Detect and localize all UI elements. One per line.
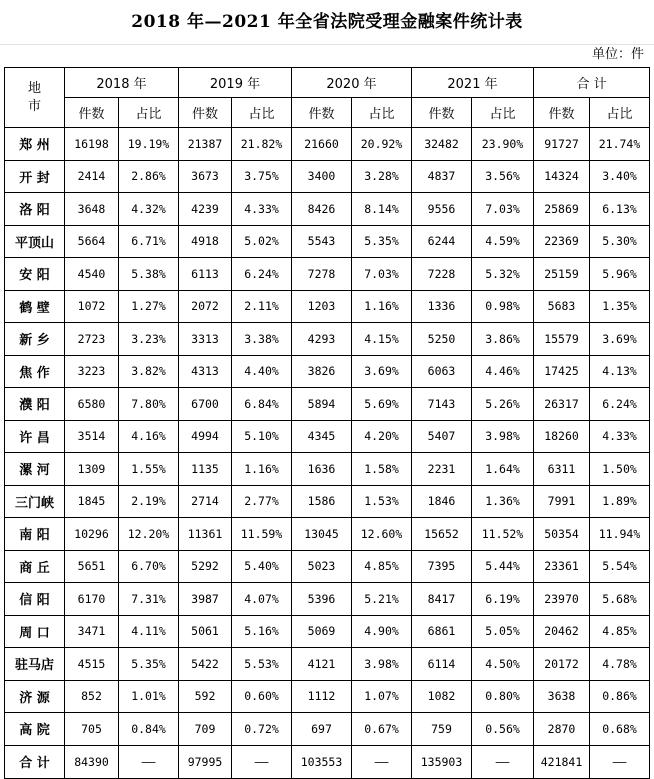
count-cell: 1309 — [65, 453, 119, 486]
ratio-cell: 3.75% — [232, 160, 292, 193]
ratio-cell: 5.32% — [472, 258, 534, 291]
count-cell: 7395 — [412, 550, 472, 583]
ratio-cell: 1.07% — [352, 680, 412, 713]
ratio-cell: 1.27% — [119, 290, 179, 323]
ratio-cell: 8.14% — [352, 193, 412, 226]
count-cell: 6114 — [412, 648, 472, 681]
region-name-cell: 漯 河 — [5, 453, 65, 486]
count-cell: 4994 — [179, 420, 232, 453]
ratio-cell: 4.85% — [352, 550, 412, 583]
ratio-cell: 5.96% — [590, 258, 650, 291]
table-row — [5, 128, 650, 161]
ratio-cell: 4.85% — [590, 615, 650, 648]
subheader-count: 件数 — [65, 98, 119, 128]
ratio-cell: 0.68% — [590, 713, 650, 746]
ratio-cell: 1.53% — [352, 485, 412, 518]
count-cell: 5543 — [292, 225, 352, 258]
ratio-cell: 3.98% — [352, 648, 412, 681]
ratio-cell: 3.82% — [119, 355, 179, 388]
ratio-cell: 6.70% — [119, 550, 179, 583]
ratio-cell: 4.11% — [119, 615, 179, 648]
ratio-cell: 5.40% — [232, 550, 292, 583]
ratio-cell: 6.71% — [119, 225, 179, 258]
region-name-cell: 许 昌 — [5, 420, 65, 453]
ratio-cell: 2.86% — [119, 160, 179, 193]
ratio-cell: 5.35% — [352, 225, 412, 258]
table-row — [5, 323, 650, 356]
ratio-cell: 1.36% — [472, 485, 534, 518]
ratio-cell: 11.59% — [232, 518, 292, 551]
ratio-cell: 5.38% — [119, 258, 179, 291]
ratio-cell: 2.77% — [232, 485, 292, 518]
count-cell: 7278 — [292, 258, 352, 291]
count-cell: 6700 — [179, 388, 232, 421]
count-cell: 3313 — [179, 323, 232, 356]
ratio-cell: 5.68% — [590, 583, 650, 616]
ratio-cell: 3.28% — [352, 160, 412, 193]
count-cell: 6861 — [412, 615, 472, 648]
ratio-cell: 5.54% — [590, 550, 650, 583]
ratio-cell: 11.52% — [472, 518, 534, 551]
ratio-cell: 0.98% — [472, 290, 534, 323]
year-header-total: 合 计 — [534, 68, 650, 98]
table-row — [5, 713, 650, 746]
count-cell: 7143 — [412, 388, 472, 421]
count-cell: 7991 — [534, 485, 590, 518]
ratio-cell: 21.74% — [590, 128, 650, 161]
table-title: 2018 年—2021 年全省法院受理金融案件统计表 — [131, 12, 523, 32]
ratio-cell: 5.44% — [472, 550, 534, 583]
ratio-cell: 3.23% — [119, 323, 179, 356]
count-cell: 3987 — [179, 583, 232, 616]
ratio-cell: 1.50% — [590, 453, 650, 486]
table-row — [5, 485, 650, 518]
ratio-cell: 23.90% — [472, 128, 534, 161]
table-row — [5, 453, 650, 486]
region-name-cell: 高 院 — [5, 713, 65, 746]
table-row — [5, 258, 650, 291]
ratio-cell: 6.84% — [232, 388, 292, 421]
count-cell: 21660 — [292, 128, 352, 161]
count-cell: 4293 — [292, 323, 352, 356]
count-cell: 22369 — [534, 225, 590, 258]
count-cell: 25869 — [534, 193, 590, 226]
count-cell: 6311 — [534, 453, 590, 486]
year-header-2021: 2021 年 — [412, 68, 534, 98]
count-cell: 5664 — [65, 225, 119, 258]
ratio-cell: —— — [119, 745, 179, 778]
count-cell: 3400 — [292, 160, 352, 193]
count-cell: 103553 — [292, 745, 352, 778]
ratio-cell: 0.86% — [590, 680, 650, 713]
ratio-cell: 4.90% — [352, 615, 412, 648]
ratio-cell: 7.80% — [119, 388, 179, 421]
count-cell: 16198 — [65, 128, 119, 161]
count-cell: 3471 — [65, 615, 119, 648]
table-row — [5, 355, 650, 388]
ratio-cell: 1.16% — [352, 290, 412, 323]
table-row — [5, 225, 650, 258]
ratio-cell: 0.60% — [232, 680, 292, 713]
ratio-cell: 3.98% — [472, 420, 534, 453]
count-cell: 705 — [65, 713, 119, 746]
ratio-cell: 3.86% — [472, 323, 534, 356]
count-cell: 32482 — [412, 128, 472, 161]
region-name-cell: 开 封 — [5, 160, 65, 193]
ratio-cell: 5.69% — [352, 388, 412, 421]
count-cell: 759 — [412, 713, 472, 746]
region-name-cell: 濮 阳 — [5, 388, 65, 421]
count-cell: 5422 — [179, 648, 232, 681]
count-cell: 1845 — [65, 485, 119, 518]
region-name-cell: 焦 作 — [5, 355, 65, 388]
table-row — [5, 518, 650, 551]
count-cell: 5250 — [412, 323, 472, 356]
ratio-cell: 2.11% — [232, 290, 292, 323]
unit-label: 单位：件 — [591, 47, 644, 62]
table-row — [5, 615, 650, 648]
count-cell: 6170 — [65, 583, 119, 616]
count-cell: 15652 — [412, 518, 472, 551]
subheader-count: 件数 — [412, 98, 472, 128]
count-cell: 4313 — [179, 355, 232, 388]
count-cell: 1082 — [412, 680, 472, 713]
count-cell: 5683 — [534, 290, 590, 323]
ratio-cell: 6.13% — [590, 193, 650, 226]
count-cell: 4345 — [292, 420, 352, 453]
count-cell: 3648 — [65, 193, 119, 226]
ratio-cell: 0.84% — [119, 713, 179, 746]
count-cell: 5061 — [179, 615, 232, 648]
count-cell: 1203 — [292, 290, 352, 323]
year-header-2019: 2019 年 — [179, 68, 292, 98]
region-name-cell: 洛 阳 — [5, 193, 65, 226]
count-cell: 15579 — [534, 323, 590, 356]
count-cell: 3638 — [534, 680, 590, 713]
count-cell: 2870 — [534, 713, 590, 746]
count-cell: 1586 — [292, 485, 352, 518]
count-cell: 4918 — [179, 225, 232, 258]
ratio-cell: 1.16% — [232, 453, 292, 486]
subheader-ratio: 占比 — [472, 98, 534, 128]
count-cell: 2414 — [65, 160, 119, 193]
count-cell: 135903 — [412, 745, 472, 778]
count-cell: 1112 — [292, 680, 352, 713]
count-cell: 23361 — [534, 550, 590, 583]
count-cell: 421841 — [534, 745, 590, 778]
ratio-cell: 4.46% — [472, 355, 534, 388]
count-cell: 4121 — [292, 648, 352, 681]
count-cell: 5023 — [292, 550, 352, 583]
ratio-cell: 1.55% — [119, 453, 179, 486]
count-cell: 6063 — [412, 355, 472, 388]
table-row — [5, 193, 650, 226]
ratio-cell: 4.16% — [119, 420, 179, 453]
count-cell: 26317 — [534, 388, 590, 421]
subheader-ratio: 占比 — [119, 98, 179, 128]
ratio-cell: 4.59% — [472, 225, 534, 258]
region-name-cell: 合 计 — [5, 745, 65, 778]
unit-row-divider — [0, 44, 654, 67]
subheader-count: 件数 — [179, 98, 232, 128]
ratio-cell: 0.72% — [232, 713, 292, 746]
ratio-cell: 12.60% — [352, 518, 412, 551]
ratio-cell: 1.58% — [352, 453, 412, 486]
region-name-cell: 信 阳 — [5, 583, 65, 616]
table-body — [5, 128, 650, 779]
count-cell: 6113 — [179, 258, 232, 291]
ratio-cell: 5.16% — [232, 615, 292, 648]
total-row — [5, 745, 650, 778]
count-cell: 4515 — [65, 648, 119, 681]
count-cell: 2714 — [179, 485, 232, 518]
ratio-cell: 11.94% — [590, 518, 650, 551]
count-cell: 5651 — [65, 550, 119, 583]
subheader-ratio: 占比 — [352, 98, 412, 128]
ratio-cell: 4.40% — [232, 355, 292, 388]
count-cell: 852 — [65, 680, 119, 713]
ratio-cell: 7.03% — [352, 258, 412, 291]
region-name-cell: 济 源 — [5, 680, 65, 713]
count-cell: 6244 — [412, 225, 472, 258]
count-cell: 709 — [179, 713, 232, 746]
count-cell: 5292 — [179, 550, 232, 583]
count-cell: 1072 — [65, 290, 119, 323]
count-cell: 23970 — [534, 583, 590, 616]
table-row — [5, 550, 650, 583]
count-cell: 5407 — [412, 420, 472, 453]
count-cell: 21387 — [179, 128, 232, 161]
ratio-cell: 7.03% — [472, 193, 534, 226]
count-cell: 84390 — [65, 745, 119, 778]
ratio-cell: 6.19% — [472, 583, 534, 616]
ratio-cell: 4.20% — [352, 420, 412, 453]
count-cell: 8426 — [292, 193, 352, 226]
count-cell: 697 — [292, 713, 352, 746]
region-name-cell: 安 阳 — [5, 258, 65, 291]
table-row — [5, 160, 650, 193]
corner-header — [5, 68, 65, 128]
ratio-cell: —— — [590, 745, 650, 778]
count-cell: 3826 — [292, 355, 352, 388]
ratio-cell: 1.01% — [119, 680, 179, 713]
header-row-years — [5, 68, 650, 98]
ratio-cell: 0.80% — [472, 680, 534, 713]
region-name-cell: 鹤 壁 — [5, 290, 65, 323]
ratio-cell: 5.05% — [472, 615, 534, 648]
header-row-subcols — [5, 98, 650, 128]
ratio-cell: 4.32% — [119, 193, 179, 226]
corner-line-1: 地 — [27, 80, 41, 96]
count-cell: 4837 — [412, 160, 472, 193]
count-cell: 20462 — [534, 615, 590, 648]
ratio-cell: 3.69% — [590, 323, 650, 356]
ratio-cell: 5.02% — [232, 225, 292, 258]
count-cell: 11361 — [179, 518, 232, 551]
ratio-cell: 3.38% — [232, 323, 292, 356]
count-cell: 1846 — [412, 485, 472, 518]
table-row — [5, 680, 650, 713]
count-cell: 50354 — [534, 518, 590, 551]
ratio-cell: 5.21% — [352, 583, 412, 616]
region-name-cell: 商 丘 — [5, 550, 65, 583]
count-cell: 5396 — [292, 583, 352, 616]
count-cell: 14324 — [534, 160, 590, 193]
count-cell: 13045 — [292, 518, 352, 551]
ratio-cell: 5.30% — [590, 225, 650, 258]
ratio-cell: 0.56% — [472, 713, 534, 746]
ratio-cell: 12.20% — [119, 518, 179, 551]
ratio-cell: 21.82% — [232, 128, 292, 161]
subheader-ratio: 占比 — [590, 98, 650, 128]
ratio-cell: 20.92% — [352, 128, 412, 161]
count-cell: 3673 — [179, 160, 232, 193]
count-cell: 592 — [179, 680, 232, 713]
ratio-cell: 4.13% — [590, 355, 650, 388]
count-cell: 20172 — [534, 648, 590, 681]
statistics-table — [4, 67, 650, 779]
ratio-cell: 1.64% — [472, 453, 534, 486]
ratio-cell: 3.40% — [590, 160, 650, 193]
ratio-cell: 4.07% — [232, 583, 292, 616]
region-name-cell: 周 口 — [5, 615, 65, 648]
subheader-count: 件数 — [534, 98, 590, 128]
table-row — [5, 583, 650, 616]
count-cell: 97995 — [179, 745, 232, 778]
ratio-cell: —— — [472, 745, 534, 778]
count-cell: 3223 — [65, 355, 119, 388]
count-cell: 1636 — [292, 453, 352, 486]
ratio-cell: 4.50% — [472, 648, 534, 681]
subheader-count: 件数 — [292, 98, 352, 128]
region-name-cell: 新 乡 — [5, 323, 65, 356]
ratio-cell: 1.35% — [590, 290, 650, 323]
year-header-2020: 2020 年 — [292, 68, 412, 98]
table-row — [5, 388, 650, 421]
count-cell: 8417 — [412, 583, 472, 616]
count-cell: 4239 — [179, 193, 232, 226]
region-name-cell: 三门峡 — [5, 485, 65, 518]
ratio-cell: 4.15% — [352, 323, 412, 356]
count-cell: 5894 — [292, 388, 352, 421]
ratio-cell: 1.89% — [590, 485, 650, 518]
table-row — [5, 648, 650, 681]
count-cell: 1336 — [412, 290, 472, 323]
table-row — [5, 290, 650, 323]
count-cell: 17425 — [534, 355, 590, 388]
year-header-2018: 2018 年 — [65, 68, 179, 98]
count-cell: 91727 — [534, 128, 590, 161]
count-cell: 25159 — [534, 258, 590, 291]
ratio-cell: 6.24% — [232, 258, 292, 291]
count-cell: 9556 — [412, 193, 472, 226]
count-cell: 18260 — [534, 420, 590, 453]
ratio-cell: 7.31% — [119, 583, 179, 616]
ratio-cell: 6.24% — [590, 388, 650, 421]
ratio-cell: 4.33% — [590, 420, 650, 453]
subheader-ratio: 占比 — [232, 98, 292, 128]
table-row — [5, 420, 650, 453]
ratio-cell: 5.35% — [119, 648, 179, 681]
count-cell: 10296 — [65, 518, 119, 551]
region-name-cell: 驻马店 — [5, 648, 65, 681]
ratio-cell: 5.53% — [232, 648, 292, 681]
ratio-cell: 4.33% — [232, 193, 292, 226]
region-name-cell: 南 阳 — [5, 518, 65, 551]
ratio-cell: 0.67% — [352, 713, 412, 746]
ratio-cell: 19.19% — [119, 128, 179, 161]
count-cell: 1135 — [179, 453, 232, 486]
ratio-cell: 5.26% — [472, 388, 534, 421]
count-cell: 3514 — [65, 420, 119, 453]
count-cell: 5069 — [292, 615, 352, 648]
ratio-cell: —— — [352, 745, 412, 778]
ratio-cell: 4.78% — [590, 648, 650, 681]
ratio-cell: 5.10% — [232, 420, 292, 453]
ratio-cell: 3.69% — [352, 355, 412, 388]
count-cell: 2723 — [65, 323, 119, 356]
count-cell: 2231 — [412, 453, 472, 486]
count-cell: 4540 — [65, 258, 119, 291]
ratio-cell: 3.56% — [472, 160, 534, 193]
ratio-cell: 2.19% — [119, 485, 179, 518]
count-cell: 7228 — [412, 258, 472, 291]
ratio-cell: —— — [232, 745, 292, 778]
region-name-cell: 郑 州 — [5, 128, 65, 161]
region-name-cell: 平顶山 — [5, 225, 65, 258]
corner-line-2: 市 — [27, 98, 41, 114]
count-cell: 2072 — [179, 290, 232, 323]
count-cell: 6580 — [65, 388, 119, 421]
